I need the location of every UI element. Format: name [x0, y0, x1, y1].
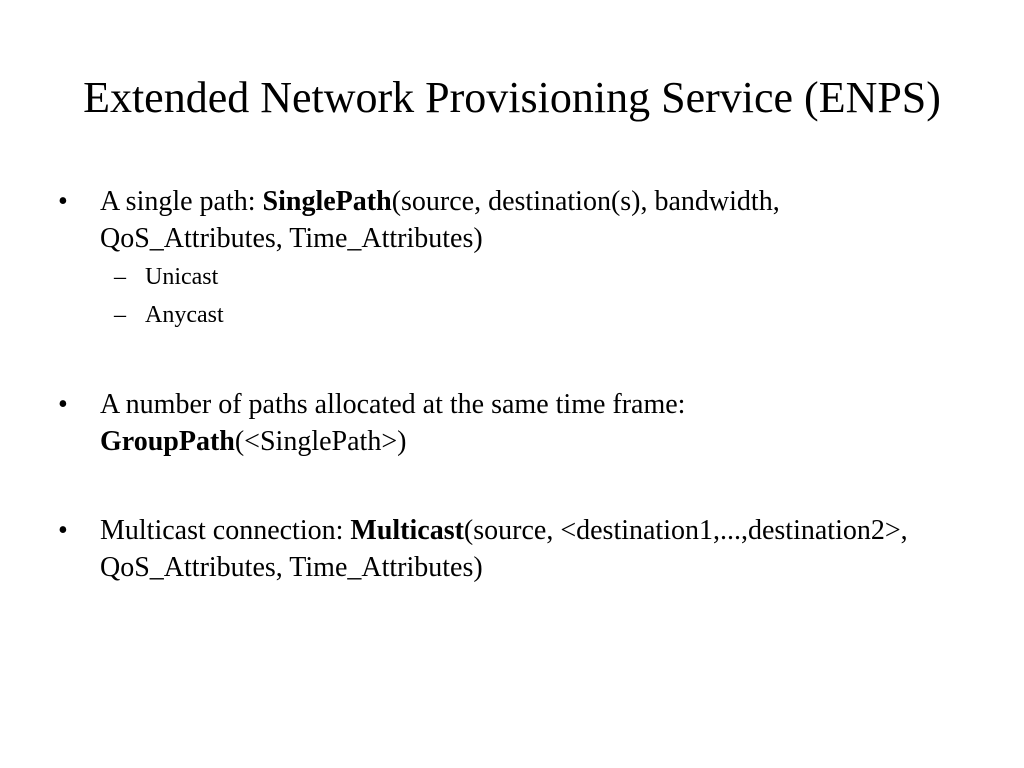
bullet-keyword: GroupPath: [100, 426, 235, 457]
bullet-keyword: Multicast: [350, 515, 464, 546]
sub-item-anycast: [58, 296, 958, 334]
sub-bullet-marker: –: [114, 264, 126, 290]
sub-item-label: Unicast: [145, 264, 219, 290]
bullet-suffix: (<SinglePath>): [234, 426, 407, 457]
bullet-suffix: (source, <destination1,...,destination2>, QoS_Attributes, Time_Attributes): [100, 515, 908, 583]
bullet-marker: •: [58, 389, 68, 420]
bullet-item-single-path: [58, 183, 958, 257]
bullet-item-multicast: [58, 512, 958, 586]
bullet-prefix: A single path:: [100, 186, 263, 217]
slide-body: [58, 183, 958, 586]
bullet-keyword: SinglePath: [262, 186, 392, 217]
bullet-marker: •: [58, 515, 68, 546]
bullet-item-group-path: [58, 386, 958, 460]
sub-item-label: Anycast: [145, 302, 224, 328]
bullet-prefix: Multicast connection:: [100, 515, 351, 546]
sub-item-unicast: [58, 258, 958, 296]
slide-title: Extended Network Provisioning Service (ENPS): [83, 73, 941, 122]
bullet-suffix: (source, destination(s), bandwidth, QoS_Attributes, Time_Attributes): [100, 186, 780, 254]
bullet-marker: •: [58, 186, 68, 217]
bullet-prefix: A number of paths allocated at the same time frame:: [100, 389, 686, 420]
sub-bullet-marker: –: [114, 302, 126, 328]
